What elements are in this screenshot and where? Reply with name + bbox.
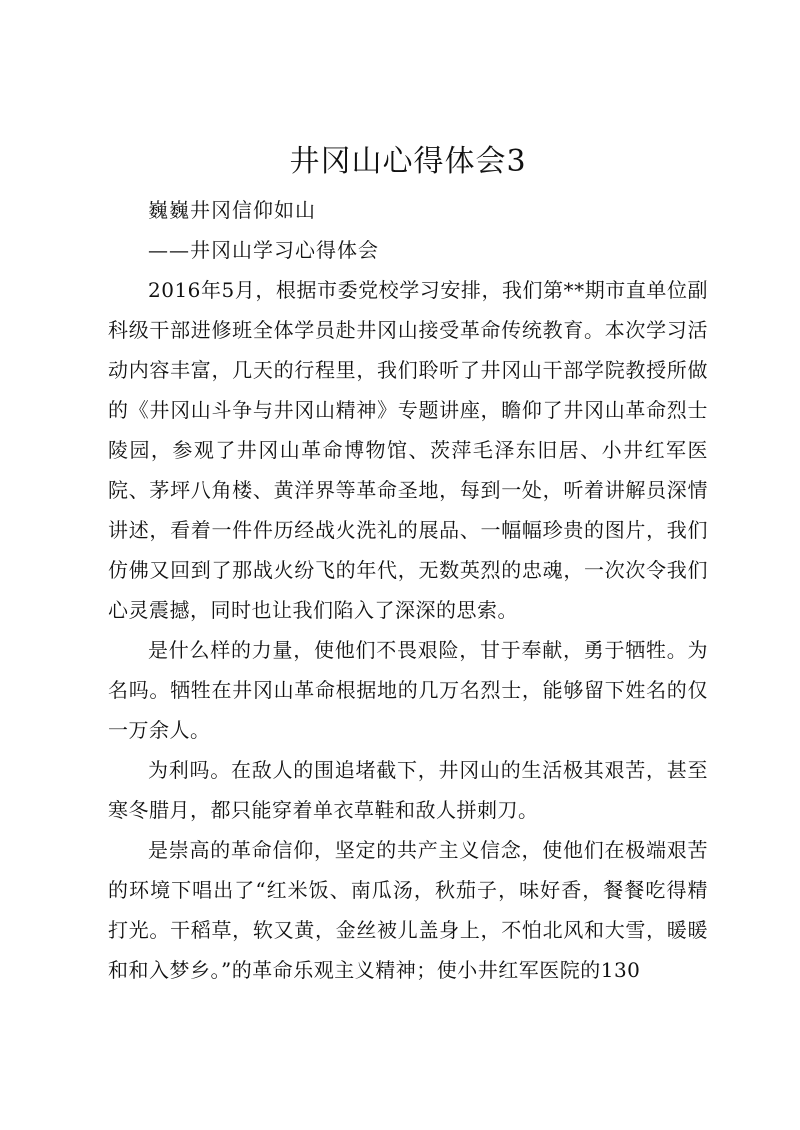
paragraph-intro: 2016年5月，根据市委党校学习安排，我们第**期市直单位副科级干部进修班全体学员赴井冈山接受革命传统教育。本次学习活动内容丰富，几天的行程里，我们聆听了井冈山干部学院教授所做的《井冈山斗争与井冈山精神》专题讲座，瞻仰了井冈山革命烈士陵园，参观了井冈山革命博物馆、茨萍毛泽东旧居、小井红军医院、茅坪八角楼、黄洋界等革命圣地，每到一处，听着讲解员深情讲述，看着一件件历经战火洗礼的展品、一幅幅珍贵的图片，我们仿佛又回到了那战火纷飞的年代，无数英烈的忠魂，一次次令我们心灵震撼，同时也让我们陷入了深深的思索。 [108, 278, 708, 622]
document-subtitle-secondary: ——井冈山学习心得体会 [148, 238, 379, 262]
paragraph-question: 是什么样的力量，使他们不畏艰险，甘于奉献，勇于牺牲。为名吗。牺牲在井冈山革命根据地的几万名烈士，能够留下姓名的仅一万余人。 [108, 638, 708, 742]
document-title: 井冈山心得体会3 [289, 144, 527, 179]
document-page [108, 140, 708, 990]
paragraph-belief: 是崇高的革命信仰，坚定的共产主义信念，使他们在极端艰苦的环境下唱出了“红米饭、南瓜汤，秋茄子，味好香，餐餐吃得精打光。干稻草，软又黄，金丝被儿盖身上，不怕北风和大雪，暖暖和和入梦乡。”的革命乐观主义精神；使小井红军医院的130 [108, 838, 708, 982]
paragraph-hardship: 为利吗。在敌人的围追堵截下，井冈山的生活极其艰苦，甚至寒冬腊月，都只能穿着单衣草鞋和敌人拼刺刀。 [108, 758, 708, 822]
document-subtitle: 巍巍井冈信仰如山 [148, 198, 316, 222]
